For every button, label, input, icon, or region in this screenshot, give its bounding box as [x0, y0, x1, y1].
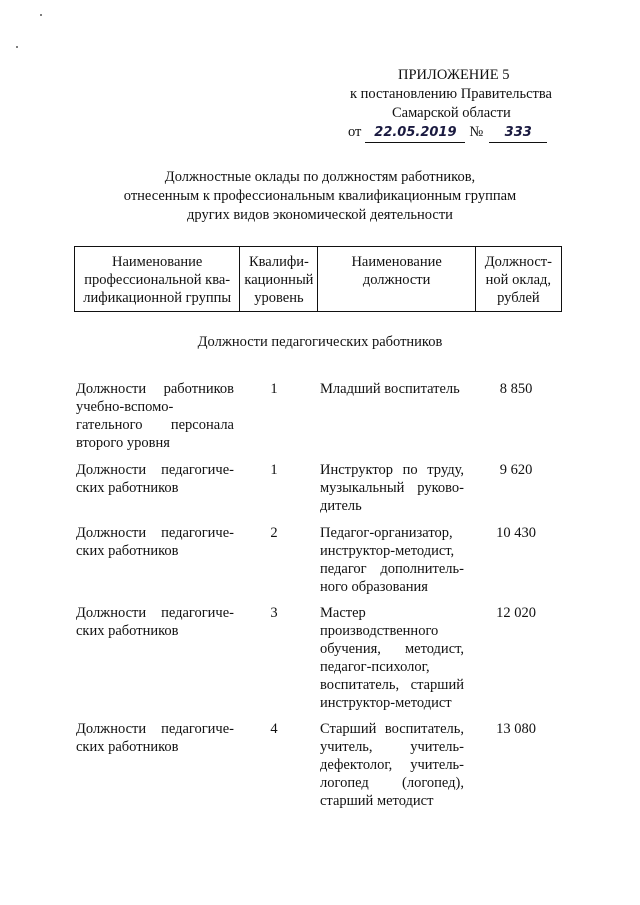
title-line-3: других видов экономической деятельности [187, 207, 453, 223]
row-position: Мастер производственного обучения, методист, педагог-психолог, воспитатель, старший инструктор-методист [320, 605, 464, 711]
row-level: 1 [270, 462, 278, 478]
title-line-2: отнесенным к профессиональным квалификационным группам [123, 188, 517, 204]
col-header-position: Наименование должности [318, 247, 475, 312]
row-level: 1 [270, 381, 278, 397]
row-salary: 10 430 [496, 525, 536, 541]
appendix-title: ПРИЛОЖЕНИЕ 5 [398, 67, 510, 83]
section-title: Должности педагогических работников [197, 334, 443, 350]
appendix-to: к постановлению Правительства [350, 86, 552, 102]
col-header-level: Квалифи-кационный уровень [240, 247, 318, 312]
row-salary: 13 080 [496, 721, 536, 737]
row-position: Инструктор по труду, музыкальный руково-дитель [320, 462, 464, 514]
appendix-date-line [348, 123, 608, 143]
row-salary: 12 020 [496, 605, 536, 621]
scan-speck [16, 46, 18, 48]
row-position: Педагог-организатор, инструктор-методист, педагог дополнитель-ного образования [320, 525, 464, 595]
row-position: Старший воспитатель, учитель, учитель-дефектолог, учитель-логопед (логопед), старший методист [320, 721, 464, 809]
row-salary: 9 620 [499, 462, 533, 478]
row-group: Должности педагогиче-ских работников [76, 462, 234, 496]
appendix-block [348, 66, 608, 143]
col-header-salary: Должност-ной оклад, рублей [475, 247, 561, 312]
row-salary: 8 850 [499, 381, 533, 397]
document-title [80, 168, 560, 225]
row-group: Должности педагогиче-ских работников [76, 721, 234, 755]
appendix-region: Самарской области [392, 105, 511, 121]
row-level: 4 [270, 721, 278, 737]
date-prefix: от [348, 124, 362, 140]
row-group: Должности педагогиче-ских работников [76, 525, 234, 559]
row-level: 2 [270, 525, 278, 541]
number-label: № [469, 124, 484, 140]
handwritten-number: 333 [489, 123, 547, 143]
row-group: Должности педагогиче-ских работников [76, 605, 234, 639]
title-line-1: Должностные оклады по должностям работников, [164, 169, 476, 185]
table-header [74, 246, 562, 312]
col-header-group: Наименование профессиональной ква-лификационной группы [75, 247, 240, 312]
handwritten-date: 22.05.2019 [365, 123, 465, 143]
row-position: Младший воспитатель [320, 381, 460, 397]
row-level: 3 [270, 605, 278, 621]
scan-speck [40, 14, 42, 16]
row-group: Должности работников учебно-вспомо-гательного персонала второго уровня [76, 381, 234, 451]
